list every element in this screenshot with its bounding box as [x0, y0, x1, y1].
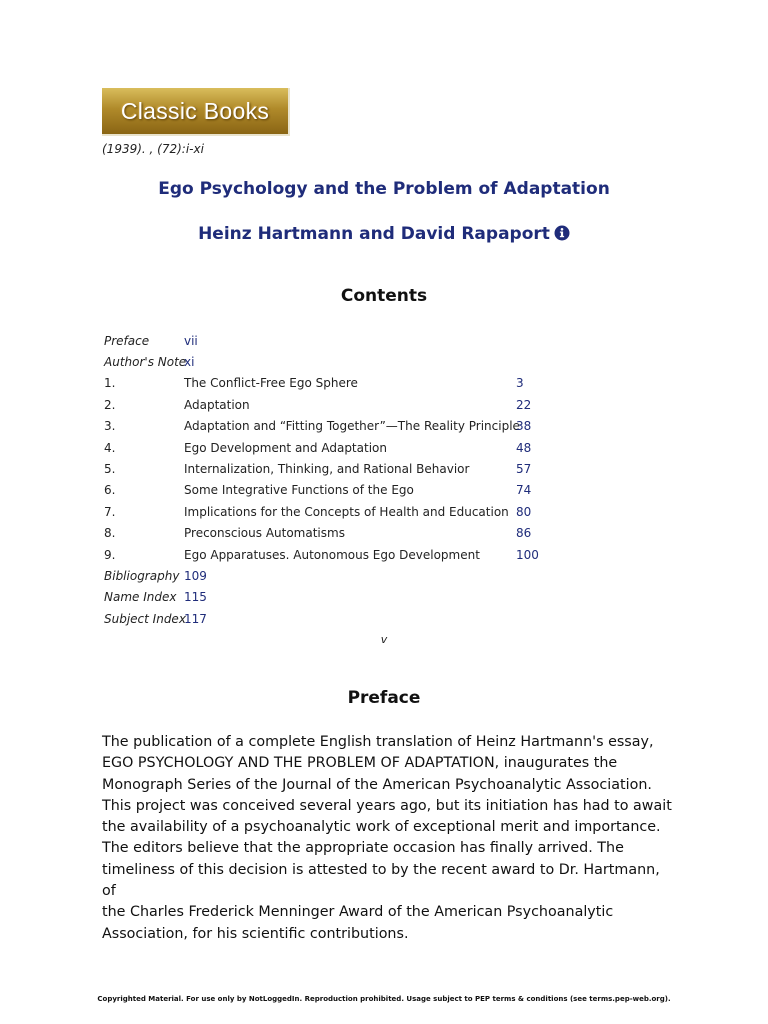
toc-row [104, 587, 539, 608]
toc-page-link[interactable]: 117 [184, 611, 207, 626]
preface-line: the Charles Frederick Menninger Award of the American Psychoanalytic [102, 904, 614, 921]
copyright-footer: Copyrighted Material. For use only by NotLoggedIn. Reproduction prohibited. Usage subject to PEP terms & conditions (see terms.pep-web.org). [97, 995, 671, 1003]
toc-page-link[interactable]: vii [184, 333, 198, 348]
toc-number: 2. [104, 397, 116, 412]
preface-heading: Preface [347, 688, 421, 708]
toc-title: Some Integrative Functions of the Ego [184, 483, 414, 498]
preface-line: Monograph Series of the Journal of the American Psychoanalytic Association. [102, 776, 652, 793]
authors-line [0, 224, 768, 246]
preface-line: The publication of a complete English translation of Heinz Hartmann's essay, [102, 734, 654, 750]
toc-row [104, 608, 539, 629]
toc-row [104, 437, 539, 458]
preface-paragraph [102, 732, 672, 945]
classic-books-logo [102, 88, 290, 136]
toc-number: 7. [104, 504, 116, 519]
toc-row [104, 501, 539, 522]
toc-page-link[interactable]: xi [184, 355, 195, 370]
page-number: v [380, 633, 388, 646]
toc-title: Internalization, Thinking, and Rational Behavior [184, 462, 470, 477]
toc-row [104, 330, 539, 351]
toc-row [104, 544, 539, 565]
toc-title: Implications for the Concepts of Health and Education [184, 504, 509, 519]
toc-page-link[interactable]: 57 [516, 462, 532, 477]
toc-title: Ego Apparatuses. Autonomous Ego Development [184, 547, 480, 562]
toc-page-link[interactable]: 38 [516, 419, 532, 434]
preface-line: Association, for his scientific contributions. [102, 925, 409, 942]
toc-label: Author's Note [104, 355, 187, 370]
preface-line: timeliness of this decision is attested to by the recent award to Dr. Hartmann, of [102, 861, 660, 900]
toc-page-link[interactable]: 109 [184, 568, 207, 583]
toc-label: Bibliography [104, 568, 180, 583]
toc-row [104, 373, 539, 394]
toc-page-link[interactable]: 48 [516, 440, 532, 455]
toc-row [104, 565, 539, 586]
toc-title: Ego Development and Adaptation [184, 440, 387, 455]
logo-text: Classic Books [120, 97, 270, 124]
toc-number: 5. [104, 462, 116, 477]
toc-title: Preconscious Automatisms [184, 526, 345, 541]
toc-row [104, 416, 539, 437]
citation: (1939). , (72):i-xi [102, 142, 204, 156]
toc-number: 6. [104, 483, 116, 498]
toc-page-link[interactable]: 115 [184, 590, 207, 605]
toc-title: Adaptation [184, 397, 250, 412]
toc-label: Subject Index [104, 611, 186, 626]
toc-label: Preface [104, 333, 150, 348]
toc-label: Name Index [104, 590, 177, 605]
toc-row [104, 480, 539, 501]
preface-line: The editors believe that the appropriate occasion has finally arrived. The [102, 840, 624, 857]
toc-page-link[interactable]: 100 [516, 547, 539, 562]
toc-number: 1. [104, 376, 116, 391]
toc-page-link[interactable]: 86 [516, 526, 532, 541]
toc-number: 9. [104, 547, 116, 562]
toc-page-link[interactable]: 74 [516, 483, 532, 498]
toc-row [104, 523, 539, 544]
toc-row [104, 458, 539, 479]
contents-heading: Contents [340, 286, 428, 306]
preface-line: This project was conceived several years ago, but its initiation has had to await [102, 797, 672, 814]
table-of-contents [104, 330, 539, 629]
toc-page-link[interactable]: 80 [516, 504, 532, 519]
toc-number: 3. [104, 419, 116, 434]
toc-page-link[interactable]: 3 [516, 376, 524, 391]
preface-line: EGO PSYCHOLOGY AND THE PROBLEM OF ADAPTATION, inaugurates the [102, 755, 618, 772]
toc-page-link[interactable]: 22 [516, 397, 532, 412]
toc-title: The Conflict-Free Ego Sphere [184, 376, 358, 391]
article-title: Ego Psychology and the Problem of Adaptation [158, 179, 610, 199]
info-circle-icon[interactable] [554, 225, 570, 246]
toc-number: 4. [104, 440, 116, 455]
toc-row [104, 351, 539, 372]
toc-row [104, 394, 539, 415]
authors-link[interactable]: Heinz Hartmann and David Rapaport [198, 224, 550, 244]
toc-number: 8. [104, 526, 116, 541]
toc-title: Adaptation and “Fitting Together”—The Reality Principle [184, 419, 520, 434]
preface-line: the availability of a psychoanalytic work of exceptional merit and importance. [102, 819, 661, 836]
